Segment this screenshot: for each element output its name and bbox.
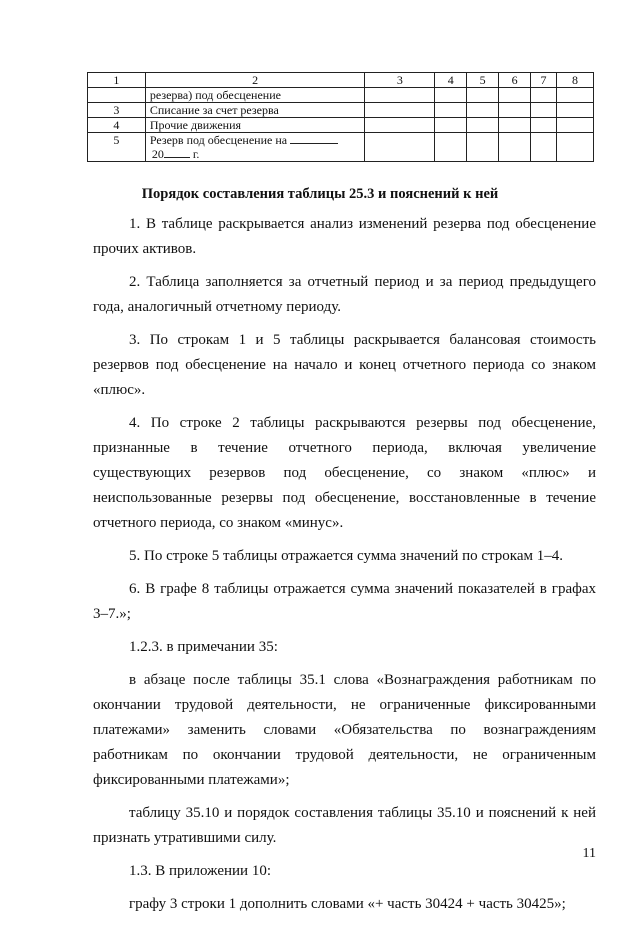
paragraph: 1.3. В приложении 10: xyxy=(129,863,271,879)
table-cell xyxy=(365,88,435,103)
col-header-5: 5 xyxy=(467,73,499,88)
paragraph: 6. В графе 8 таблицы отражается сумма значений показателей в графах 3–7.»; xyxy=(93,581,596,622)
body-text xyxy=(93,212,596,925)
table-cell xyxy=(499,133,531,162)
table-cell xyxy=(467,133,499,162)
row-label-year-suffix: г. xyxy=(192,147,200,161)
row-label: Прочие движения xyxy=(145,118,365,133)
table-cell xyxy=(557,103,594,118)
table-cell xyxy=(435,103,467,118)
table-cell xyxy=(435,88,467,103)
section-heading: Порядок составления таблицы 25.3 и пояснений к ней xyxy=(141,186,499,202)
row-label: резерва) под обесценение xyxy=(145,88,365,103)
page-number: 11 xyxy=(582,846,596,861)
paragraph: 4. По строке 2 таблицы раскрываются резервы под обесценение, признанные в течение отчетного периода, включая увеличение существующих резервов под обесценение, со знаком «плюс» и неиспользованные резервы под обесценение, восстановленные в течение отчетного периода, со знаком «минус». xyxy=(93,415,596,531)
row-number: 4 xyxy=(88,118,146,133)
table-cell xyxy=(499,103,531,118)
table-row xyxy=(88,103,594,118)
col-header-4: 4 xyxy=(435,73,467,88)
paragraph: 3. По строкам 1 и 5 таблицы раскрывается балансовая стоимость резервов под обесценение на начало и конец отчетного периода со знаком «плюс». xyxy=(93,332,596,398)
fill-in-blank xyxy=(290,133,338,144)
table-cell xyxy=(531,88,557,103)
table-cell xyxy=(531,118,557,133)
table-cell xyxy=(365,118,435,133)
row-label-line1: Резерв под обесценение на xyxy=(149,133,288,147)
table-cell xyxy=(499,118,531,133)
table-row xyxy=(88,118,594,133)
row-number: 5 xyxy=(88,133,146,162)
col-header-2: 2 xyxy=(145,73,365,88)
table-header-row xyxy=(88,73,594,88)
paragraph: 5. По строке 5 таблицы отражается сумма значений по строкам 1–4. xyxy=(129,548,563,564)
fill-in-blank xyxy=(164,147,190,158)
table-cell xyxy=(467,118,499,133)
table-cell xyxy=(499,88,531,103)
paragraph: 1. В таблице раскрывается анализ изменений резерва под обесценение прочих активов. xyxy=(93,216,596,257)
col-header-6: 6 xyxy=(499,73,531,88)
table-cell xyxy=(557,133,594,162)
data-table xyxy=(87,72,594,162)
table-row xyxy=(88,133,594,162)
table-cell xyxy=(365,103,435,118)
row-label xyxy=(145,133,365,162)
col-header-8: 8 xyxy=(557,73,594,88)
table-cell xyxy=(435,118,467,133)
table-cell xyxy=(557,88,594,103)
table-cell xyxy=(435,133,467,162)
table-row xyxy=(88,88,594,103)
row-label-year-prefix: 20 xyxy=(151,147,164,161)
paragraph: 2. Таблица заполняется за отчетный период и за период предыдущего года, аналогичный отчетному периоду. xyxy=(93,274,596,315)
row-number: 3 xyxy=(88,103,146,118)
paragraph: графу 3 строки 1 дополнить словами «+ часть 30424 + часть 30425»; xyxy=(129,896,566,912)
paragraph: 1.2.3. в примечании 35: xyxy=(129,639,278,655)
table-cell xyxy=(531,133,557,162)
table-cell xyxy=(467,103,499,118)
table-cell xyxy=(531,103,557,118)
table-cell xyxy=(365,133,435,162)
row-number xyxy=(88,88,146,103)
paragraph: в абзаце после таблицы 35.1 слова «Вознаграждения работникам по окончании трудовой деятельности, не ограниченные фиксированными платежами» заменить словами «Обязательства по вознаграждениям работникам по окончании трудовой деятельности, не ограниченным фиксированными платежами»; xyxy=(93,672,596,788)
col-header-1: 1 xyxy=(88,73,146,88)
row-label: Списание за счет резерва xyxy=(145,103,365,118)
table-cell xyxy=(467,88,499,103)
paragraph: таблицу 35.10 и порядок составления таблицы 35.10 и пояснений к ней признать утратившими силу. xyxy=(93,805,596,846)
col-header-3: 3 xyxy=(365,73,435,88)
table-cell xyxy=(557,118,594,133)
col-header-7: 7 xyxy=(531,73,557,88)
